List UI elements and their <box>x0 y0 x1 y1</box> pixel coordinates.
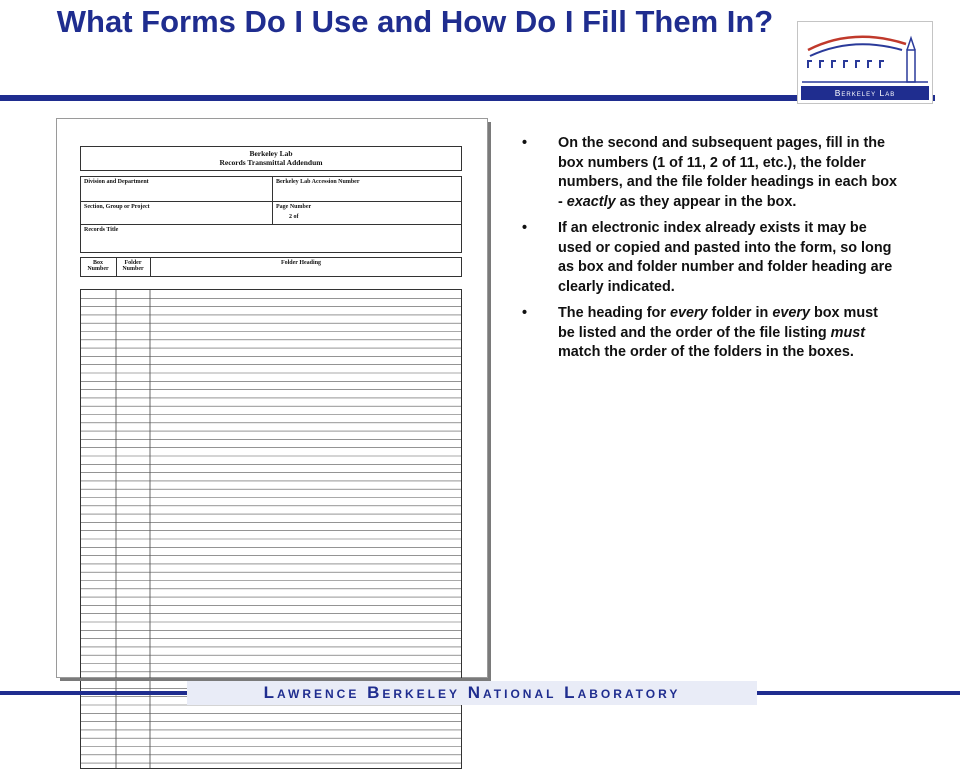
form-shadow <box>488 122 491 682</box>
berkeley-lab-logo <box>797 21 933 104</box>
division-label: Division and Department <box>84 179 149 185</box>
col-folder-label: Folder Number <box>122 260 144 272</box>
page-number-label: Page Number <box>276 204 312 210</box>
form-image <box>56 118 488 678</box>
slide-title: What Forms Do I Use and How Do I Fill Them In? <box>56 4 774 39</box>
accession-label: Berkeley Lab Accession Number <box>276 179 360 185</box>
form-row-division <box>80 176 462 202</box>
records-title-label: Records Title <box>84 227 119 233</box>
bullet-item-2: • If an electronic index already exists it may be used or copied and pasted into the form, so long as box and folder number and folder heading are clearly indicated. <box>522 220 893 295</box>
col-box-label: Box Number <box>87 260 109 272</box>
bullet-icon: • <box>522 135 528 151</box>
form-column-headers <box>80 257 462 277</box>
bullet-list <box>520 134 910 370</box>
bullet-item-3: • The heading for every folder in every box must be listed and the order of the file listing must match the order of the folders in the boxes. <box>522 305 878 360</box>
form-row-records-title <box>80 224 462 253</box>
form-org: Berkeley Lab <box>249 149 293 158</box>
col-heading-label: Folder Heading <box>280 260 322 266</box>
logo-text: Berkeley Lab <box>801 86 929 100</box>
bullet-item-1: • On the second and subsequent pages, fill in the box numbers (1 of 11, 2 of 11, etc.), the folder numbers, and the file folder headings in each box - exactly as they appear in the box. <box>522 135 898 210</box>
form-title: Records Transmittal Addendum <box>219 158 323 167</box>
page-number-value: 2 of <box>289 214 299 220</box>
title-rule <box>0 95 935 101</box>
bullet-icon: • <box>522 220 528 236</box>
footer-rule-left <box>0 691 187 695</box>
bullet-icon: • <box>522 305 528 321</box>
section-label: Section, Group or Project <box>84 204 150 210</box>
form-header <box>80 146 462 171</box>
footer-rule-right <box>757 691 960 695</box>
form-row-section <box>80 201 462 225</box>
footer-lab-name: Lawrence Berkeley National Laboratory <box>187 681 757 705</box>
